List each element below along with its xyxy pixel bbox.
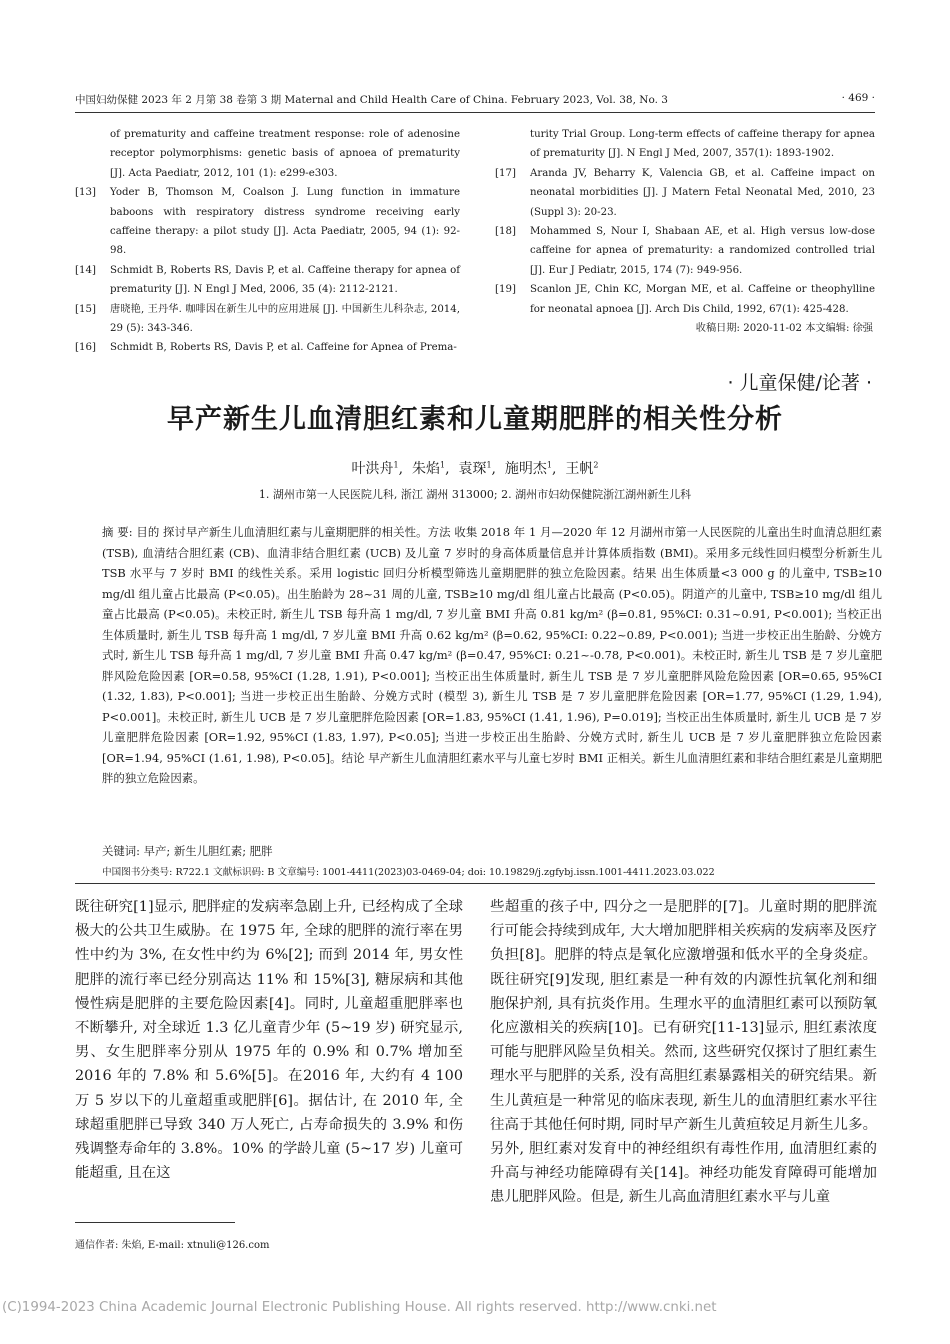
- section-tag: · 儿童保健/论著 ·: [727, 372, 872, 394]
- keywords: 关键词: 早产; 新生儿胆红素; 肥胖: [102, 844, 273, 858]
- reference-number: [13]: [75, 187, 96, 199]
- reference-number: [16]: [75, 342, 96, 354]
- reference-text: of prematurity and caffeine treatment response: role of adenosine receptor polymorphisms: genetic basis of apnoea of prematurity [J]. Acta Paediatr, 2012, 101 (1): e299-e303.: [110, 129, 460, 179]
- reference-number: [17]: [495, 167, 516, 179]
- reference-item: [495, 164, 875, 222]
- header-rule: [75, 112, 875, 113]
- reference-item: [495, 125, 875, 164]
- author-affiliation-mark: 1: [486, 460, 492, 470]
- author-name: 叶洪舟: [351, 461, 394, 477]
- reference-text: Yoder B, Thomson M, Coalson J. Lung function in immature baboons with respiratory distress syndrome receiving early caffeine therapy: a pilot study [J]. Acta Paediatr, 2005, 94 (1): 92-98.: [110, 187, 460, 257]
- copyright-watermark: (C)1994-2023 China Academic Journal Electronic Publishing House. All rights reserved. http://www.cnki.net: [2, 1300, 717, 1315]
- reference-number: [15]: [75, 303, 96, 315]
- section-divider: [75, 883, 875, 884]
- page-number: · 469 ·: [841, 92, 875, 104]
- reference-item: [75, 300, 460, 339]
- author-affiliation-mark: 1: [440, 460, 446, 470]
- abstract-text: 目的 探讨早产新生儿血清胆红素与儿童期肥胖的相关性。方法 收集 2018 年 1 月—2020 年 12 月湖州市第一人民医院的儿童出生时血清总胆红素 (TSB), 血清结合胆红素 (CB)、血清非结合胆红素 (UCB) 及儿童 7 岁时的身高体质量信息并计算体质指数 (BMI)。采用多元线性回归模型分析新生儿 TSB 水平与 7 岁时 BMI 的线性关系。采用 logistic 回归分析模型筛选儿童期肥胖的独立危险因素。结果 出生体质量<3 000 g 的儿童中, TSB≥10 mg/dl 组儿童占比最高 (P<0.05)。出生胎龄为 28~31 周的儿童, TSB≥10 mg/dl 组儿童占比最高 (P<0.05)。阴道产的儿童中, TSB≥10 mg/dl 组儿童占比最高 (P<0.05)。未校正时, 新生儿 TSB 每升高 1 mg/dl, 7 岁儿童 BMI 升高 0.81 kg/m² (β=0.81, 95%CI: 0.31~0.91, P<0.001); 当校正出生体质量时, 新生儿 TSB 每升高 1 mg/dl, 7 岁儿童 BMI 升高 0.62 kg/m² (β=0.62, 95%CI: 0.22~0.89, P<0.001); 当进一步校正出生胎龄、分娩方式时, 新生儿 TSB 每升高 1 mg/dl, 7 岁儿童 BMI 升高 0.47 kg/m² (β=0.47, 95%CI: 0.21~-0.78, P<0.001)。未校正时, 新生儿 TSB 是 7 岁儿童肥胖风险危险因素 [OR=0.58, 95%CI (1.28, 1.91), P<0.001]; 当校正出生体质量时, 新生儿 TSB 是 7 岁儿童肥胖风险危险因素 [OR=0.65, 95%CI (1.32, 1.83), P<0.001]; 当进一步校正出生胎龄、分娩方式时 (模型 3), 新生儿 TSB 是 7 岁儿童肥胖危险因素 [OR=1.77, 95%CI (1.29, 1.94), P<0.001]。未校正时, 新生儿 UCB 是 7 岁儿童肥胖危险因素 [OR=1.83, 95%CI (1.41, 1.96), P=0.019]; 当校正出生体质量时, 新生儿 UCB 是 7 岁儿童肥胖危险因素 [OR=1.92, 95%CI (1.83, 1.97), P<0.05]; 当进一步校正出生胎龄、分娩方式时, 新生儿 UCB 是 7 岁儿童肥胖独立危险因素 [OR=1.94, 95%CI (1.61, 1.98), P<0.05]。结论 早产新生儿血清胆红素水平与儿童七岁时 BMI 正相关。新生儿血清胆红素和非结合胆红素是儿童期肥胖的独立危险因素。: [102, 525, 882, 785]
- author-name: 王帆: [565, 461, 594, 477]
- body-text-right-column: 些超重的孩子中, 四分之一是肥胖的[7]。儿童时期的肥胖流行可能会持续到成年, 大大增加肥胖相关疾病的发病率及医疗负担[8]。肥胖的特点是氧化应激增强和低水平的全身炎症。既往研究[9]发现, 胆红素是一种有效的内源性抗氧化剂和细胞保护剂, 具有抗炎作用。生理水平的血清胆红素可以预防氧化应激相关的疾病[10]。已有研究[11-13]显示, 胆红素浓度可能与肥胖风险呈负相关。然而, 这些研究仅探讨了胆红素生理水平与肥胖的关系, 没有高胆红素暴露相关的研究结果。新生儿黄疸是一种常见的临床表现, 新生儿的血清胆红素水平往往高于其他任何时期, 同时早产新生儿黄疸较足月新生儿多。另外, 胆红素对发育中的神经组织有毒性作用, 血清胆红素的升高与神经功能障碍有关[14]。神经功能发育障碍可能增加患儿肥胖风险。但是, 新生儿高血清胆红素水平与儿童: [490, 899, 877, 1206]
- classification-line: 中国图书分类号: R722.1 文献标识码: B 文章编号: 1001-4411(2023)03-0469-04; doi: 10.19829/j.zgfybj.issn.1001-4411.2023.03.022: [102, 867, 715, 878]
- reference-number: [14]: [75, 264, 96, 276]
- reference-item: [495, 222, 875, 280]
- author-name: 朱焰: [412, 461, 440, 477]
- reference-item: [495, 280, 875, 319]
- reference-item: [75, 261, 460, 300]
- reference-text: Aranda JV, Beharry K, Valencia GB, et al. Caffeine impact on neonatal morbidities [J]. J Matern Fetal Neonatal Med, 2010, 23 (Suppl 3): 20-23.: [530, 167, 875, 218]
- reference-item: [75, 125, 460, 183]
- reference-text: Schmidt B, Roberts RS, Davis P, et al. Caffeine therapy for apnea of prematurity [J]. N Engl J Med, 2006, 35 (4): 2112-2121.: [110, 264, 460, 296]
- abstract: [102, 522, 882, 789]
- affiliations: 1. 湖州市第一人民医院儿科, 浙江 湖州 313000; 2. 湖州市妇幼保健院浙江湖州新生儿科: [258, 488, 692, 501]
- abstract-label: 摘 要:: [102, 525, 133, 539]
- reference-text: turity Trial Group. Long-term effects of caffeine therapy for apnea of prematurity [J]. N Engl J Med, 2007, 357(1): 1893-1902.: [530, 129, 875, 160]
- author-affiliation-mark: 2: [593, 460, 599, 470]
- corresponding-author-footnote: 通信作者: 朱焰, E-mail: xtnuli@126.com: [75, 1240, 270, 1251]
- author-name: 施明杰: [504, 461, 547, 477]
- article-title: 早产新生儿血清胆红素和儿童期肥胖的相关性分析: [167, 404, 783, 435]
- author-affiliation-mark: 1: [546, 460, 552, 470]
- running-header: [75, 92, 875, 108]
- footnote-rule: [75, 1222, 235, 1223]
- reference-text: 唐晓艳, 王丹华. 咖啡因在新生儿中的应用进展 [J]. 中国新生儿科杂志, 2014, 29 (5): 343-346.: [110, 303, 460, 335]
- reference-item: [75, 183, 460, 261]
- author-list: 叶洪舟$^1$, 朱焰$^1$, 袁琛$^1$, 施明杰$^1$, 王帆$^2$: [351, 460, 599, 477]
- reference-number: [19]: [495, 284, 516, 296]
- journal-citation: 中国妇幼保健 2023 年 2 月第 38 卷第 3 期 Maternal and Child Health Care of China. February 2023, Vol. 38, No. 3: [75, 94, 668, 106]
- author-affiliation-mark: 1: [393, 460, 399, 470]
- reference-text: Schmidt B, Roberts RS, Davis P, et al. Caffeine for Apnea of Prema-: [110, 342, 457, 354]
- references-right-column: [495, 125, 875, 338]
- reference-text: Mohammed S, Nour I, Shabaan AE, et al. High versus low-dose caffeine for apnea of prematurity: a randomized controlled trial [J]. Eur J Pediatr, 2015, 174 (7): 949-956.: [530, 226, 875, 276]
- reference-number: [18]: [495, 226, 516, 238]
- author-name: 袁琛: [458, 461, 487, 477]
- reference-text: Scanlon JE, Chin KC, Morgan ME, et al. Caffeine or theophylline for neonatal apnoea [J]. Arch Dis Child, 1992, 67(1): 425-428.: [530, 284, 875, 315]
- reference-item: [75, 338, 460, 357]
- received-date: 收稿日期: 2020-11-02 本文编辑: 徐强: [695, 323, 873, 335]
- body-text-left-column: 既往研究[1]显示, 肥胖症的发病率急剧上升, 已经构成了全球极大的公共卫生威胁。在 1975 年, 全球的肥胖的流行率在男性中约为 3%, 在女性中约为 6%[2]; 而到 2014 年, 男女性肥胖的流行率已经分别高达 11% 和 15%[3], 糖尿病和其他慢性病是肥胖的主要危险因素[4]。同时, 儿童超重肥胖率也不断攀升, 对全球近 1.3 亿儿童青少年 (5~19 岁) 研究显示, 男、女生肥胖率分别从 1975 年的 0.9% 和 0.7% 增加至 2016 年的 7.8% 和 5.6%[5]。在2016 年, 大约有 4 100 万 5 岁以下的儿童超重或肥胖[6]。据估计, 在 2010 年, 全球超重肥胖已导致 340 万人死亡, 占寿命损失的 3.9% 和伤残调整寿命年的 3.8%。10% 的学龄儿童 (5~17 岁) 儿童可能超重, 且在这: [75, 899, 463, 1182]
- references-left-column: [75, 125, 460, 358]
